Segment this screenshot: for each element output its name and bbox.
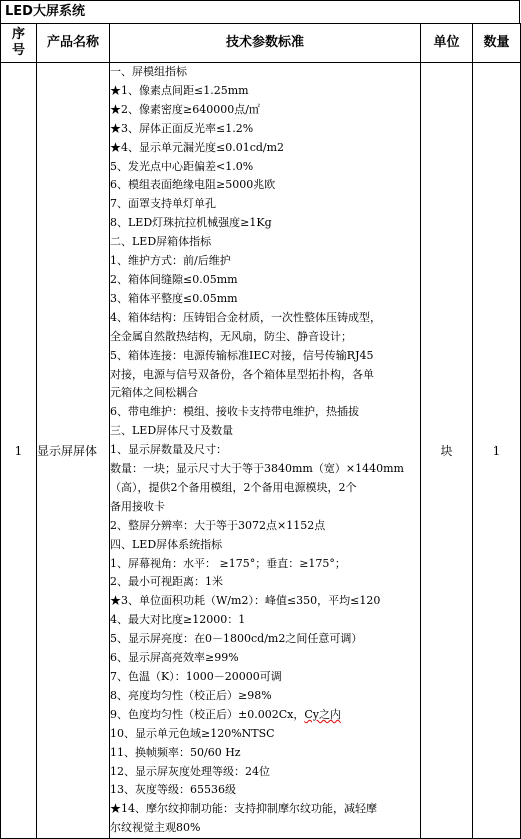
row-seq: 1 bbox=[1, 63, 37, 839]
spec-line: 全金属自然散热结构，无风扇，防尘、静音设计； bbox=[110, 329, 352, 343]
header-spec: 技术参数标准 bbox=[110, 24, 421, 63]
spec-line: 4、最大对比度≥12000：1 bbox=[110, 613, 246, 627]
spec-line: 1、显示屏数量及尺寸： bbox=[110, 443, 227, 457]
spec-line: 元箱体之间松耦合 bbox=[110, 386, 198, 400]
header-qty: 数量 bbox=[473, 24, 521, 63]
spec-line: 二、LED屏箱体指标 bbox=[110, 235, 212, 249]
spec-line: 6、带电维护：模组、接收卡支持带电维护，热插拔 bbox=[110, 405, 359, 419]
row-name: 显示屏屏体 bbox=[37, 63, 110, 839]
spec-line: （高），提供2个备用模组，2个备用电源模块，2个 bbox=[110, 480, 357, 494]
row-qty: 1 bbox=[473, 63, 521, 839]
spec-line: 6、模组表面绝缘电阻≥5000兆欧 bbox=[110, 178, 276, 192]
spec-table bbox=[0, 23, 521, 839]
spec-line: 5、箱体连接：电源传输标准IEC对接，信号传输RJ45 bbox=[110, 348, 374, 362]
spec-line: 7、色温（K）：1000－20000可调 bbox=[110, 670, 282, 683]
header-seq: 序号 bbox=[1, 24, 37, 63]
spec-line: 一、屏模组指标 bbox=[110, 65, 187, 78]
spec-line: 2、整屏分辨率：大于等于3072点×1152点 bbox=[110, 518, 326, 532]
spec-line: 对接，电源与信号双备份，各个箱体星型拓扑构，各单 bbox=[110, 367, 374, 381]
section-title: LED大屏系统 bbox=[0, 0, 520, 23]
spec-lines bbox=[110, 63, 420, 838]
spec-line: 5、发光点中心距偏差<1.0% bbox=[110, 159, 254, 173]
spec-line: 9、色度均匀性（校正后）±0.002Cx，Cy之内 bbox=[110, 707, 341, 721]
spec-line: 2、箱体间缝隙≤0.05mm bbox=[110, 272, 238, 286]
spec-line: ★4、显示单元漏光度≤0.01cd/m2 bbox=[110, 140, 285, 154]
spec-line: 13、灰度等级：65536级 bbox=[110, 783, 236, 797]
header-row bbox=[1, 24, 521, 63]
header-name: 产品名称 bbox=[37, 24, 110, 63]
row-unit: 块 bbox=[421, 63, 473, 839]
spec-line: ★3、单位面积功耗（W/m2）：峰值≤350，平均≤120 bbox=[110, 594, 381, 608]
row-spec bbox=[110, 63, 421, 839]
spec-line: 12、显示屏灰度处理等级：24位 bbox=[110, 764, 270, 778]
spec-line: 5、显示屏亮度：在0－1800cd/m2之间任意可调） bbox=[110, 632, 363, 646]
spec-line: 3、箱体平整度≤0.05mm bbox=[110, 291, 238, 305]
spec-line: 10、显示单元色域≥120%NTSC bbox=[110, 726, 275, 740]
spec-line: 四、LED屏体系统指标 bbox=[110, 537, 223, 551]
spec-line: 11、换帧频率：50/60 Hz bbox=[110, 745, 241, 759]
spec-line: 1、维护方式：前/后维护 bbox=[110, 254, 231, 268]
spec-line: 7、面罩支持单灯单孔 bbox=[110, 197, 216, 211]
spec-line: ★2、像素密度≥640000点/㎡ bbox=[110, 102, 260, 116]
spec-line: 1、屏幕视角：水平： ≥175°；垂直：≥175°； bbox=[110, 556, 346, 570]
spec-line-tail: Cy之内 bbox=[304, 707, 341, 721]
spec-line: ★1、像素点间距≤1.25mm bbox=[110, 83, 249, 97]
spec-line: ★3、屏体正面反光率≤1.2% bbox=[110, 121, 254, 135]
spec-line: 备用接收卡 bbox=[110, 499, 165, 513]
header-unit: 单位 bbox=[421, 24, 473, 63]
spec-line: 8、LED灯珠抗拉机械强度≥1Kg bbox=[110, 216, 272, 230]
table-row bbox=[1, 63, 521, 839]
spec-line: 三、LED屏体尺寸及数量 bbox=[110, 424, 234, 438]
spec-line: 8、亮度均匀性（校正后）≥98% bbox=[110, 688, 272, 702]
spec-line: 4、箱体结构：压铸铝合金材质，一次性整体压铸成型， bbox=[110, 310, 381, 324]
spec-line: ★14、摩尔纹抑制功能：支持抑制摩尔纹功能，减轻摩 bbox=[110, 802, 377, 816]
spec-line: 尔纹视觉主观80% bbox=[110, 821, 201, 835]
spec-line: 2、最小可视距离：1米 bbox=[110, 575, 223, 589]
spec-line: 数量：一块；显示尺寸大于等于3840mm（宽）×1440mm bbox=[110, 462, 404, 476]
spec-line: 6、显示屏高亮效率≥99% bbox=[110, 651, 239, 665]
